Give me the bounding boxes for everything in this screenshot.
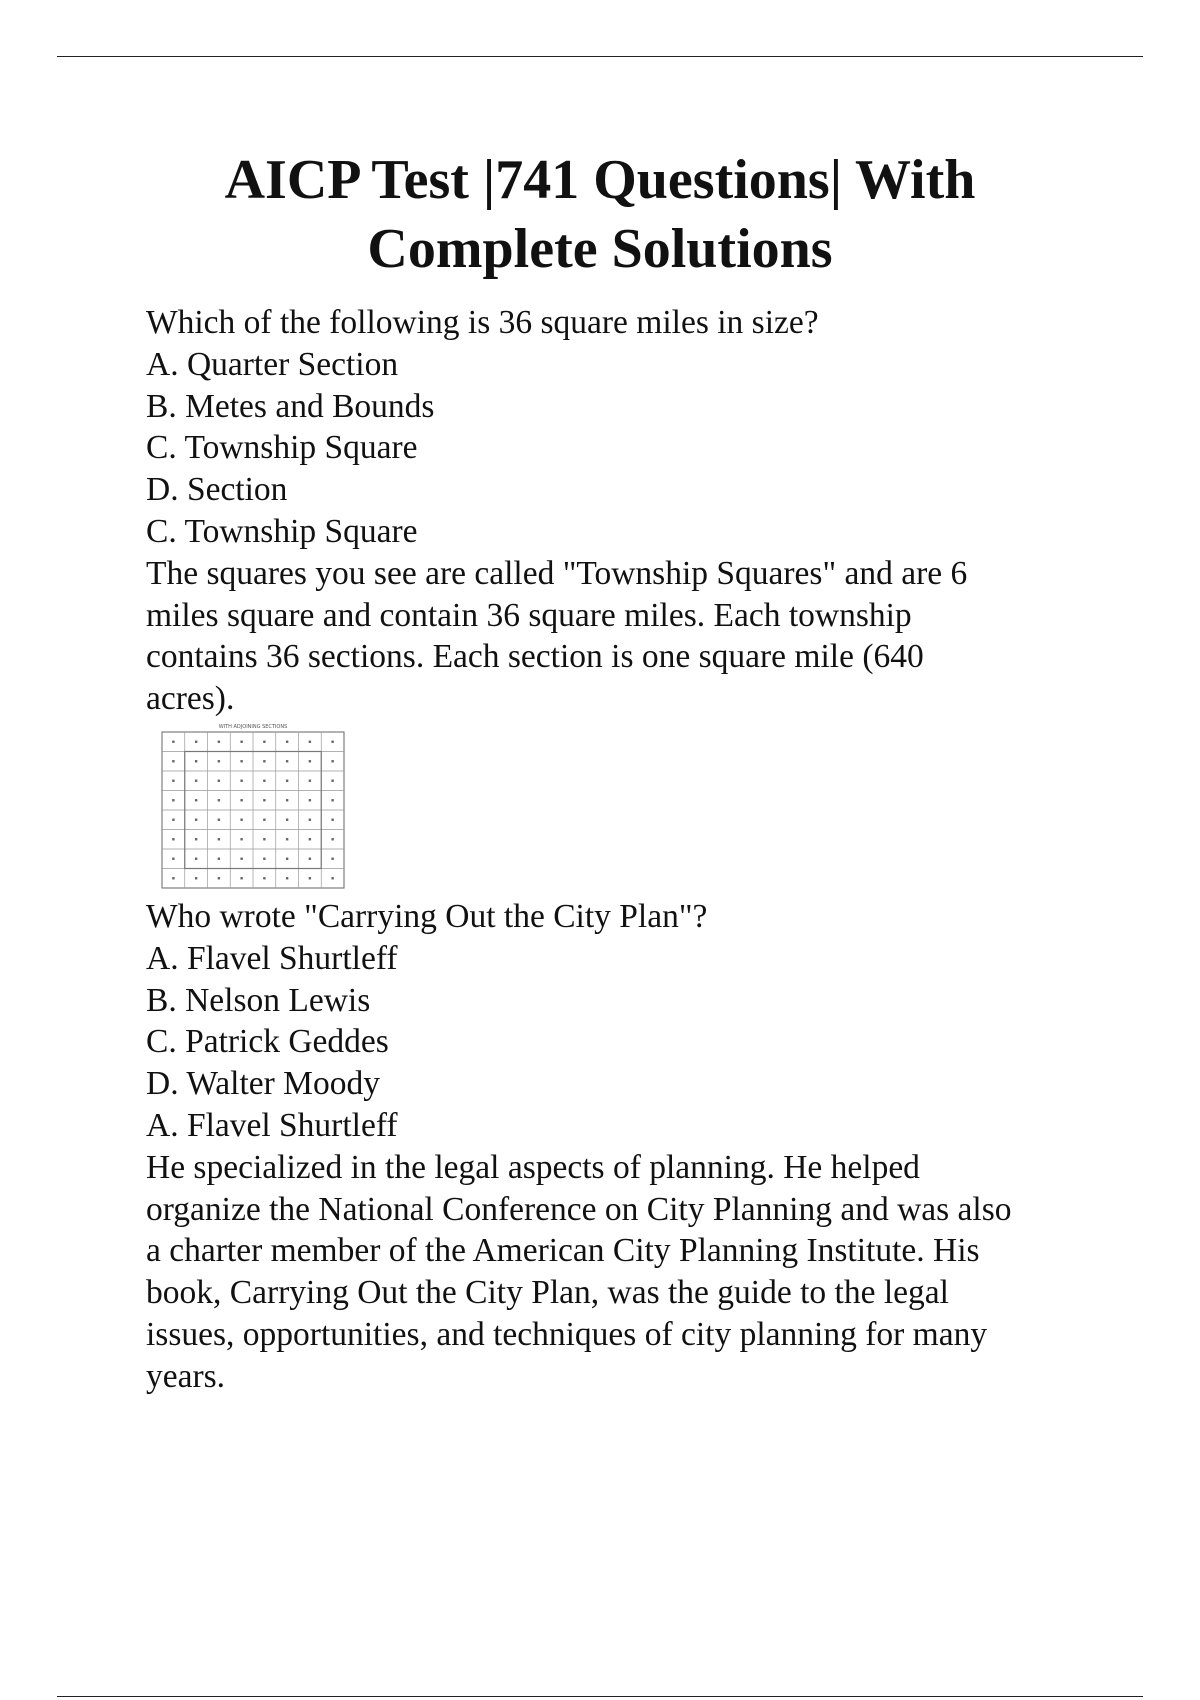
question-2-option-c: C. Patrick Geddes: [146, 1023, 389, 1061]
grid-section-mark: [286, 819, 288, 821]
question-2-option-a: A. Flavel Shurtleff: [146, 939, 398, 977]
grid-section-mark: [218, 799, 220, 801]
grid-section-mark: [195, 799, 197, 801]
question-2-prompt: Who wrote "Carrying Out the City Plan"?: [146, 897, 708, 935]
question-1-explanation-line-1: The squares you see are called "Township Squares" and are 6: [146, 554, 968, 592]
grid-section-mark: [218, 741, 220, 743]
question-2-option-b: B. Nelson Lewis: [146, 981, 371, 1019]
grid-section-mark: [172, 760, 174, 762]
grid-section-mark: [263, 741, 265, 743]
grid-section-mark: [240, 819, 242, 821]
grid-section-mark: [172, 780, 174, 782]
grid-section-mark: [195, 780, 197, 782]
header-rule: [57, 56, 1143, 57]
question-2-explanation-line-4: book, Carrying Out the City Plan, was the guide to the legal: [146, 1274, 949, 1312]
township-grid-lines: [162, 732, 344, 888]
grid-section-mark: [309, 877, 311, 879]
question-1-explanation-line-3: contains 36 sections. Each section is one square mile (640: [146, 638, 924, 676]
question-1-prompt: Which of the following is 36 square miles in size?: [146, 304, 819, 341]
grid-section-mark: [218, 858, 220, 860]
grid-section-mark: [172, 838, 174, 840]
page-title: [100, 146, 1100, 284]
grid-section-mark: [240, 741, 242, 743]
grid-section-mark: [240, 858, 242, 860]
question-2-explanation-line-2: organize the National Conference on City Planning and was also: [146, 1190, 1012, 1228]
grid-section-mark: [172, 799, 174, 801]
title-line-2: Complete Solutions: [367, 218, 833, 280]
question-2-explanation-line-6: years.: [146, 1357, 226, 1395]
grid-section-mark: [286, 838, 288, 840]
grid-section-mark: [286, 780, 288, 782]
grid-section-mark: [286, 760, 288, 762]
grid-section-mark: [309, 760, 311, 762]
grid-section-mark: [331, 780, 333, 782]
grid-section-mark: [331, 760, 333, 762]
township-grid-caption: WITH ADJOINING SECTIONS: [218, 723, 288, 730]
grid-section-mark: [309, 838, 311, 840]
question-1-explanation-line-2: miles square and contain 36 square miles. Each township: [146, 596, 912, 634]
grid-section-mark: [195, 760, 197, 762]
question-2-explanation-line-3: a charter member of the American City Planning Institute. His: [146, 1232, 980, 1270]
grid-section-mark: [309, 819, 311, 821]
grid-section-mark: [286, 877, 288, 879]
grid-section-mark: [309, 799, 311, 801]
grid-section-mark: [172, 741, 174, 743]
grid-section-mark: [309, 780, 311, 782]
question-1-explanation-line-4: acres).: [146, 680, 235, 718]
grid-section-mark: [263, 780, 265, 782]
grid-section-mark: [218, 819, 220, 821]
grid-section-mark: [331, 838, 333, 840]
grid-section-mark: [240, 799, 242, 801]
grid-section-mark: [263, 819, 265, 821]
question-1-option-d: D. Section: [146, 471, 288, 509]
grid-section-mark: [286, 741, 288, 743]
grid-section-mark: [172, 877, 174, 879]
grid-section-mark: [240, 780, 242, 782]
grid-section-mark: [195, 877, 197, 879]
township-grid-figure: [158, 722, 348, 892]
grid-section-mark: [286, 799, 288, 801]
question-1-answer: C. Township Square: [146, 512, 418, 550]
grid-section-mark: [309, 741, 311, 743]
question-1-option-a: A. Quarter Section: [146, 345, 399, 383]
question-2-option-d: D. Walter Moody: [146, 1065, 380, 1103]
grid-section-mark: [218, 760, 220, 762]
document-body: [146, 302, 1101, 1398]
grid-section-mark: [263, 858, 265, 860]
township-grid-image: [158, 722, 348, 892]
question-2-answer: A. Flavel Shurtleff: [146, 1106, 398, 1144]
grid-section-mark: [195, 741, 197, 743]
grid-section-mark: [263, 877, 265, 879]
question-1-option-b: B. Metes and Bounds: [146, 387, 435, 425]
grid-section-mark: [240, 760, 242, 762]
grid-section-mark: [263, 760, 265, 762]
grid-section-mark: [309, 858, 311, 860]
grid-section-mark: [263, 799, 265, 801]
grid-section-mark: [331, 877, 333, 879]
grid-section-mark: [218, 780, 220, 782]
grid-section-mark: [195, 838, 197, 840]
grid-section-mark: [218, 877, 220, 879]
grid-section-mark: [263, 838, 265, 840]
question-1-option-c: C. Township Square: [146, 429, 418, 467]
grid-section-mark: [240, 838, 242, 840]
grid-section-mark: [331, 799, 333, 801]
grid-section-mark: [331, 819, 333, 821]
grid-section-mark: [218, 838, 220, 840]
grid-section-mark: [286, 858, 288, 860]
grid-section-mark: [195, 858, 197, 860]
grid-section-mark: [195, 819, 197, 821]
question-2-explanation-line-5: issues, opportunities, and techniques of city planning for many: [146, 1315, 988, 1353]
grid-section-mark: [240, 877, 242, 879]
grid-section-mark: [172, 858, 174, 860]
grid-section-mark: [172, 819, 174, 821]
grid-section-mark: [331, 858, 333, 860]
grid-section-mark: [331, 741, 333, 743]
footer-rule: [57, 1696, 1143, 1697]
title-line-1: AICP Test |741 Questions| With: [224, 149, 976, 211]
question-2-explanation-line-1: He specialized in the legal aspects of planning. He helped: [146, 1148, 920, 1186]
